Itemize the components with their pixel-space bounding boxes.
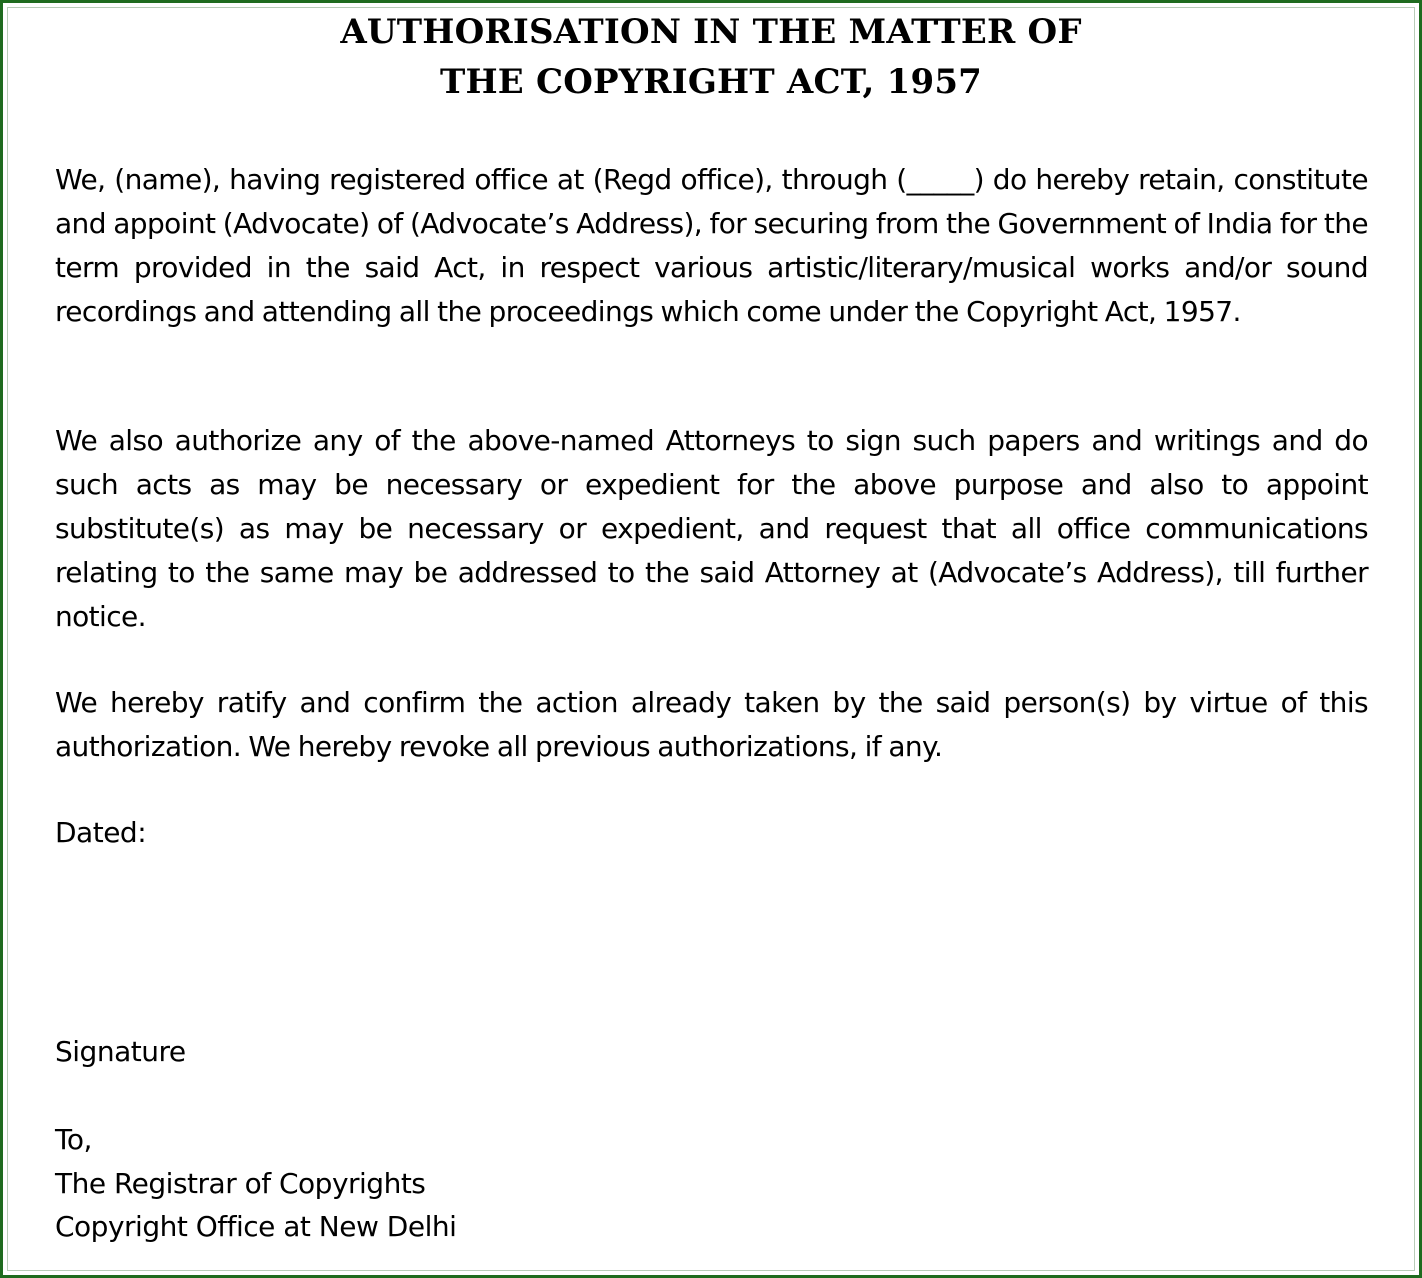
document-title-line-2: THE COPYRIGHT ACT, 1957 [439,62,983,102]
document-title-line-1: AUTHORISATION IN THE MATTER OF [340,12,1082,52]
authorization-paragraph: We also authorize any of the above-named Attorneys to sign such papers and writings and do such acts as may be necessary or expedient for the above purpose and also to appoint substitute(s) as may be necessary or expedient, and request that all office communications relating to the same may be addressed to the said Attorney at (Advocate’s Address), till further notice. [55,424,1368,633]
recipient-line-2: Copyright Office at New Delhi [55,1210,457,1243]
ratification-paragraph: We hereby ratify and confirm the action already taken by the said person(s) by virtue of this authorization. We hereby revoke all previous authorizations, if any. [55,686,1368,763]
to-label: To, [55,1123,92,1156]
signature-label: Signature [55,1035,186,1068]
recipient-line-1: The Registrar of Copyrights [55,1167,426,1200]
appointment-paragraph: We, (name), having registered office at (Regd office), through (_____) do hereby retain, constitute and appoint (Advocate) of (Advocate’s Address), for securing from the Government of India for the term provided in the said Act, in respect various artistic/literary/musical works and/or sound recordings and attending all the proceedings which come under the Copyright Act, 1957. [55,163,1368,328]
dated-label: Dated: [55,816,147,849]
